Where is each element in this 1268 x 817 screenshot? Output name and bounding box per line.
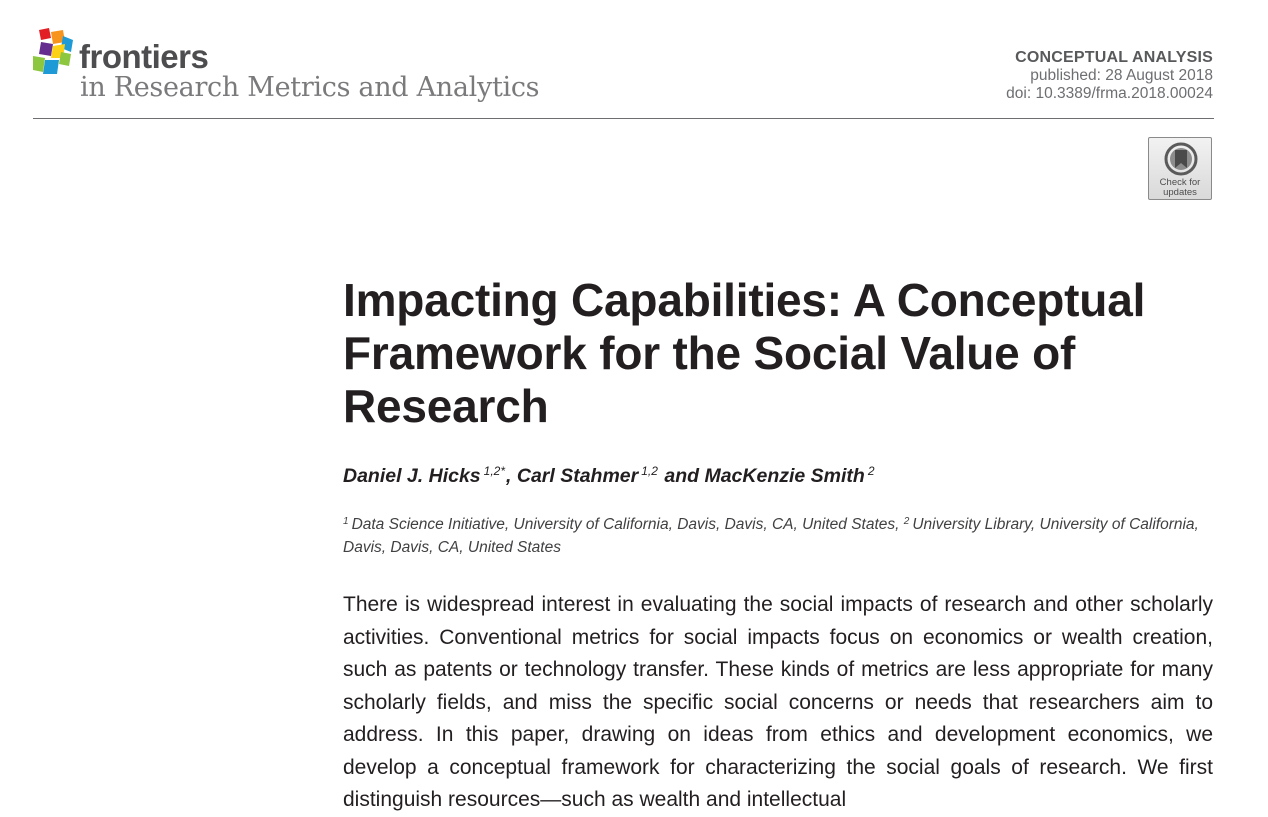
author-name[interactable]: Daniel J. Hicks xyxy=(343,465,481,487)
check-for-updates-button[interactable] xyxy=(1148,137,1212,200)
author-list xyxy=(343,464,1223,488)
doi-link[interactable]: doi: 10.3389/frma.2018.00024 xyxy=(1006,85,1213,102)
abstract-text: There is widespread interest in evaluating the social impacts of research and other scholarly activities. Conventional metrics for social impacts focus on economics or wealth creation, such as patents or technology transfer. These kinds of metrics are less appropriate for many scholarly fields, and miss the specific social concerns or needs that researchers aim to address. In this paper, drawing on ideas from ethics and development economics, we develop a conceptual framework for characterizing the social goals of research. We first distinguish resources—such as wealth and intellectual xyxy=(343,593,1213,811)
article-title: Impacting Capabilities: A Conceptual Framework for the Social Value of Research xyxy=(343,274,1146,432)
author-affiliation-marker: 1,2 xyxy=(641,464,658,478)
badge-label-line2: updates xyxy=(1163,186,1197,198)
bookmark-update-icon xyxy=(1164,142,1198,176)
affiliations xyxy=(343,510,1213,559)
author-separator: and xyxy=(658,465,705,487)
author-name[interactable]: MacKenzie Smith xyxy=(704,465,865,487)
badge-label-line1: Check for xyxy=(1159,177,1201,188)
logo-wordmark: frontiers xyxy=(79,38,209,75)
affiliation-number: 1 xyxy=(343,516,349,527)
affiliation-text: University Library, University of California, Davis, Davis, CA, United States xyxy=(343,516,1199,556)
header-divider xyxy=(33,118,1214,119)
affiliation-text: Data Science Initiative, University of California, Davis, Davis, CA, United States, xyxy=(351,516,904,533)
author-affiliation-marker: 1,2* xyxy=(483,464,506,478)
author-name[interactable]: Carl Stahmer xyxy=(516,465,639,487)
frontiers-cube-icon xyxy=(33,28,77,78)
author-separator: , xyxy=(506,465,517,487)
journal-name: in Research Metrics and Analytics xyxy=(80,72,540,103)
article-type: CONCEPTUAL ANALYSIS xyxy=(1015,49,1213,66)
journal-logo[interactable] xyxy=(33,28,553,108)
author-affiliation-marker: 2 xyxy=(867,464,875,478)
article-meta xyxy=(1006,49,1213,103)
badge-label xyxy=(1149,178,1211,197)
affiliation-number: 2 xyxy=(903,516,910,527)
published-date: published: 28 August 2018 xyxy=(1030,67,1213,84)
